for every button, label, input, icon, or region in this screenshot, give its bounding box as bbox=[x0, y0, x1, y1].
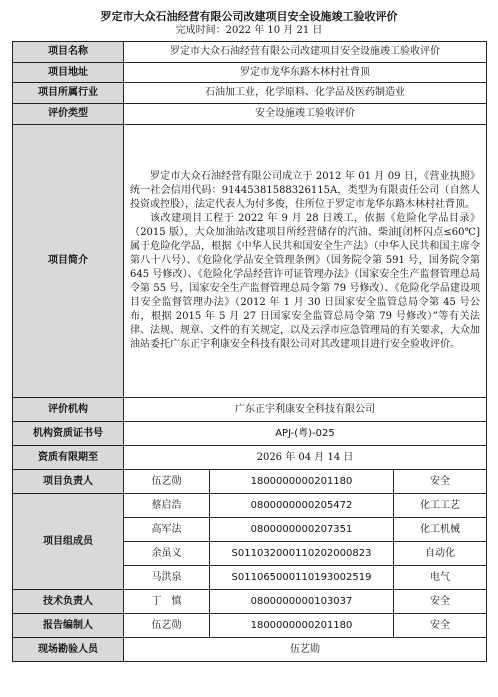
label-site-survey: 现场勘验人员 bbox=[13, 638, 124, 662]
member-cert: S011065000110193002519 bbox=[210, 566, 394, 590]
project-lead-cert: 1800000000201180 bbox=[210, 470, 394, 494]
row-tech-lead bbox=[13, 590, 487, 614]
row-industry bbox=[13, 83, 487, 104]
report-author-name: 伍艺勋 bbox=[124, 614, 210, 638]
document-title: 罗定市大众石油经营有限公司改建项目安全设施竣工验收评价 bbox=[100, 10, 398, 23]
label-project-name: 项目名称 bbox=[13, 42, 124, 63]
label-tech-lead: 技术负责人 bbox=[13, 590, 124, 614]
intro-paragraph-2: 该改建项目工程于 2022 年 9 月 28 日竣工，依据《危险化学品目录》（2015 版），大众加油站改建项目所经营储存的汽油、柴油[闭杯闪点≤60℃]属于危险化学品，根据《中华人民共和国安全生产法》（中华人民共和国主席令第八十八号）、《危险化学品安全管理条例》（国务院令第 591 号，国务院令第 645 号修改）、《危险化学品经营许可证管理办法》（国家安全生产监督管理总局令第 55 号，国家安全生产监督管理总局令第 79 号修改）、《危险化学品建设项目安全监督管理办法》（2012 年 1 月 30 日国家安全监管总局令第 45 号公布，根据 2015 年 5 月 27 日国家安全监管总局令第 79 号修改）”等有关法律、法规、规章、文件的有关规定，以及云浮市应急管理局的有关要求，大众加油站委托广东正宇利康安全科技有限公司对其改建项目进行安全验收评价。 bbox=[130, 213, 480, 350]
value-cert-valid: 2026 年 04 月 14 日 bbox=[124, 446, 487, 470]
value-eval-type: 安全设施竣工验收评价 bbox=[124, 104, 487, 125]
project-lead-name: 伍艺勋 bbox=[124, 470, 210, 494]
row-project-address bbox=[13, 63, 487, 83]
value-eval-org: 广东正宇利康安全科技有限公司 bbox=[124, 398, 487, 422]
member-name: 高军法 bbox=[124, 518, 210, 542]
member-name: 蔡启浩 bbox=[124, 494, 210, 518]
row-eval-org bbox=[13, 398, 487, 422]
label-cert-valid: 资质有限期至 bbox=[13, 446, 124, 470]
value-project-name: 罗定市大众石油经营有限公司改建项目安全设施竣工验收评价 bbox=[124, 42, 487, 63]
label-industry: 项目所属行业 bbox=[13, 83, 124, 104]
member-cert: 0800000000207351 bbox=[210, 518, 394, 542]
member-name: 余虽义 bbox=[124, 542, 210, 566]
member-row bbox=[13, 494, 487, 518]
completion-time: 完成时间：2022 年 10 月 21 日 bbox=[175, 25, 323, 36]
member-cert: 0800000000205472 bbox=[210, 494, 394, 518]
label-report-author: 报告编制人 bbox=[13, 614, 124, 638]
value-intro bbox=[124, 125, 487, 398]
label-eval-org: 评价机构 bbox=[13, 398, 124, 422]
project-lead-specialty: 安全 bbox=[394, 470, 487, 494]
row-cert-no bbox=[13, 422, 487, 446]
label-cert-no: 机构资质证书号 bbox=[13, 422, 124, 446]
row-cert-valid bbox=[13, 446, 487, 470]
report-author-cert: 1800000000201180 bbox=[210, 614, 394, 638]
value-project-address: 罗定市龙华东路木林村社背顶 bbox=[124, 63, 487, 83]
tech-lead-cert: 0800000000103037 bbox=[210, 590, 394, 614]
member-specialty: 化工机械 bbox=[394, 518, 487, 542]
label-project-lead: 项目负责人 bbox=[13, 470, 124, 494]
member-cert: S011032000110202000823 bbox=[210, 542, 394, 566]
tech-lead-specialty: 安全 bbox=[394, 590, 487, 614]
intro-paragraph-1: 罗定市大众石油经营有限公司成立于 2012 年 01 月 09 日，《营业执照》统一社会信用代码：91445381588326115A，类型为有限责任公司（自然人投资或控股），法定代表人为付多俊，住所位于罗定市龙华东路木林村社背顶。 bbox=[130, 171, 480, 210]
value-cert-no: APJ-(粤)-025 bbox=[124, 422, 487, 446]
member-specialty: 自动化 bbox=[394, 542, 487, 566]
member-specialty: 电气 bbox=[394, 566, 487, 590]
report-author-specialty: 安全 bbox=[394, 614, 487, 638]
label-intro: 项目简介 bbox=[13, 125, 124, 398]
label-eval-type: 评价类型 bbox=[13, 104, 124, 125]
value-industry: 石油加工业，化学原料、化学品及医药制造业 bbox=[124, 83, 487, 104]
tech-lead-name: 丁 慎 bbox=[124, 590, 210, 614]
row-project-lead bbox=[13, 470, 487, 494]
row-intro bbox=[13, 125, 487, 398]
value-site-survey: 伍艺勋 bbox=[124, 638, 487, 662]
label-project-address: 项目地址 bbox=[13, 63, 124, 83]
label-members: 项目组成员 bbox=[13, 494, 124, 590]
row-eval-type bbox=[13, 104, 487, 125]
member-name: 马洪泉 bbox=[124, 566, 210, 590]
project-info-table bbox=[12, 41, 487, 662]
member-specialty: 化工工艺 bbox=[394, 494, 487, 518]
row-project-name bbox=[13, 42, 487, 63]
row-report-author bbox=[13, 614, 487, 638]
row-site-survey bbox=[13, 638, 487, 662]
